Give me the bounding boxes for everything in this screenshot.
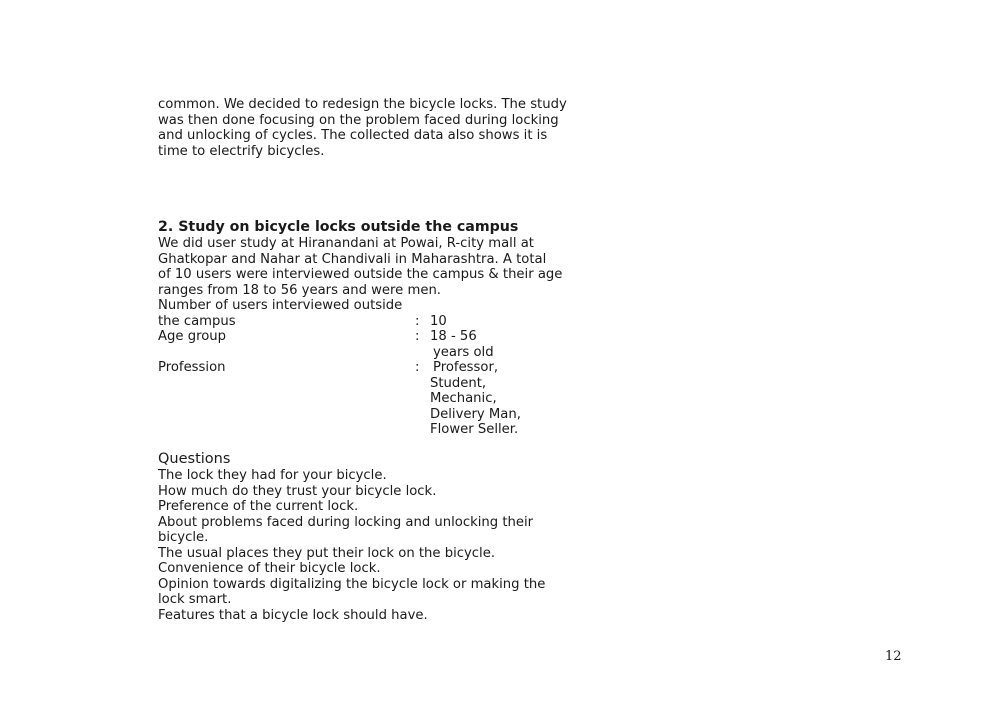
question-item: Features that a bicycle lock should have. xyxy=(158,608,428,623)
age-value: 18 - 56 xyxy=(430,329,477,344)
question-item: Convenience of their bicycle lock. xyxy=(158,561,381,576)
question-item: The usual places they put their lock on the bicycle. xyxy=(158,546,496,561)
intro-line: was then done focusing on the problem faced during locking xyxy=(158,113,559,128)
profession-value: Flower Seller. xyxy=(430,422,519,437)
users-label: Number of users interviewed outside xyxy=(158,298,403,313)
profession-value: Student, xyxy=(430,376,487,391)
separator: : xyxy=(415,360,420,375)
section-line: ranges from 18 to 56 years and were men. xyxy=(158,283,441,298)
page-number: 12 xyxy=(885,649,902,664)
age-label: Age group xyxy=(158,329,226,344)
users-value: 10 xyxy=(430,314,447,329)
profession-value: Professor, xyxy=(433,360,499,375)
users-label-continued: the campus xyxy=(158,314,236,329)
question-item: How much do they trust your bicycle lock. xyxy=(158,484,437,499)
separator: : xyxy=(415,314,420,329)
separator: : xyxy=(415,329,420,344)
section-line: Ghatkopar and Nahar at Chandivali in Maharashtra. A total xyxy=(158,252,547,267)
intro-line: and unlocking of cycles. The collected data also shows it is xyxy=(158,128,548,143)
intro-line: common. We decided to redesign the bicycle locks. The study xyxy=(158,97,567,112)
question-item: Opinion towards digitalizing the bicycle lock or making the xyxy=(158,577,546,592)
age-value-continued: years old xyxy=(433,345,494,360)
question-item: About problems faced during locking and unlocking their xyxy=(158,515,534,530)
question-item: The lock they had for your bicycle. xyxy=(158,468,387,483)
question-item: lock smart. xyxy=(158,592,232,607)
profession-label: Profession xyxy=(158,360,226,375)
section-line: We did user study at Hiranandani at Powai, R-city mall at xyxy=(158,236,534,251)
profession-value: Delivery Man, xyxy=(430,407,521,422)
question-item: bicycle. xyxy=(158,530,209,545)
profession-value: Mechanic, xyxy=(430,391,497,406)
section-heading: 2. Study on bicycle locks outside the campus xyxy=(158,219,519,235)
intro-line: time to electrify bicycles. xyxy=(158,144,325,159)
question-item: Preference of the current lock. xyxy=(158,499,359,514)
questions-heading: Questions xyxy=(158,451,231,467)
section-line: of 10 users were interviewed outside the campus & their age xyxy=(158,267,563,282)
